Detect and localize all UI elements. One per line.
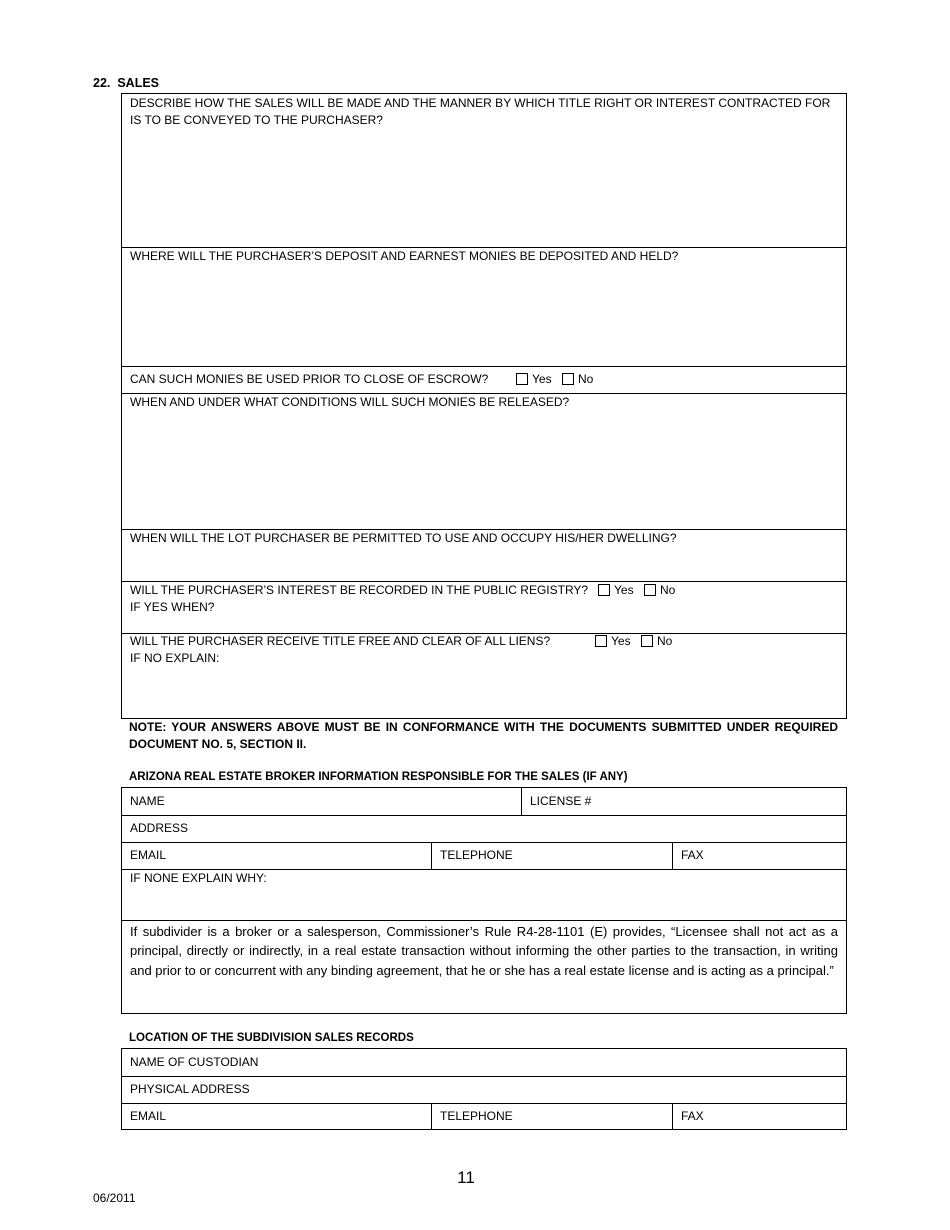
title-free-no-checkbox[interactable] bbox=[641, 635, 653, 647]
interest-recorded-sub-label: IF YES WHEN? bbox=[130, 600, 215, 614]
physical-address-field[interactable] bbox=[122, 1081, 846, 1098]
custodian-name-label: NAME OF CUSTODIAN bbox=[130, 1055, 259, 1069]
records-table bbox=[121, 1048, 847, 1130]
prior-escrow-row bbox=[122, 371, 846, 391]
broker-telephone-field[interactable] bbox=[432, 847, 672, 864]
occupy-dwelling-label: WHEN WILL THE LOT PURCHASER BE PERMITTED TO USE AND OCCUPY HIS/HER DWELLING? bbox=[130, 531, 677, 545]
deposit-held-field[interactable] bbox=[122, 248, 846, 366]
title-free-field[interactable] bbox=[122, 633, 846, 717]
conformance-note: NOTE: YOUR ANSWERS ABOVE MUST BE IN CONFORMANCE WITH THE DOCUMENTS SUBMITTED UNDER REQUIRED DOCUMENT NO. 5, SECTION II. bbox=[129, 720, 838, 751]
monies-released-field[interactable] bbox=[122, 394, 846, 529]
broker-license-label: LICENSE # bbox=[530, 794, 592, 808]
records-telephone-label: TELEPHONE bbox=[440, 1109, 513, 1123]
records-telephone-field[interactable] bbox=[432, 1108, 672, 1125]
interest-recorded-no-checkbox[interactable] bbox=[644, 584, 656, 596]
section-number: 22. bbox=[93, 76, 111, 90]
prior-escrow-yes-checkbox[interactable] bbox=[516, 373, 528, 385]
title-free-yes-label: Yes bbox=[611, 634, 631, 648]
records-fax-label: FAX bbox=[681, 1109, 704, 1123]
interest-recorded-label: WILL THE PURCHASER’S INTEREST BE RECORDED IN THE PUBLIC REGISTRY? bbox=[130, 583, 589, 597]
section-name: SALES bbox=[117, 76, 160, 90]
records-email-label: EMAIL bbox=[130, 1109, 167, 1123]
interest-recorded-no-label: No bbox=[660, 583, 676, 597]
section-title bbox=[93, 76, 159, 90]
prior-escrow-no-checkbox[interactable] bbox=[562, 373, 574, 385]
monies-released-label: WHEN AND UNDER WHAT CONDITIONS WILL SUCH MONIES BE RELEASED? bbox=[130, 395, 570, 409]
title-free-yes-checkbox[interactable] bbox=[595, 635, 607, 647]
interest-recorded-yes-checkbox[interactable] bbox=[598, 584, 610, 596]
records-email-field[interactable] bbox=[122, 1108, 431, 1125]
title-free-no-option[interactable] bbox=[641, 633, 672, 650]
records-fax-field[interactable] bbox=[673, 1108, 846, 1125]
deposit-held-label: WHERE WILL THE PURCHASER’S DEPOSIT AND EARNEST MONIES BE DEPOSITED AND HELD? bbox=[130, 249, 679, 263]
broker-email-field[interactable] bbox=[122, 847, 431, 864]
broker-name-label: NAME bbox=[130, 794, 165, 808]
title-free-yes-option[interactable] bbox=[595, 633, 631, 650]
revision-date: 06/2011 bbox=[93, 1191, 136, 1205]
broker-address-field[interactable] bbox=[122, 820, 846, 837]
broker-table bbox=[121, 787, 847, 1014]
broker-license-field[interactable] bbox=[522, 793, 846, 810]
title-free-sub-label: IF NO EXPLAIN: bbox=[130, 651, 220, 665]
custodian-name-field[interactable] bbox=[122, 1054, 846, 1071]
interest-recorded-no-option[interactable] bbox=[644, 582, 675, 599]
occupy-dwelling-field[interactable] bbox=[122, 530, 846, 581]
commissioner-rule-text: If subdivider is a broker or a salesperson, Commissioner’s Rule R4-28-1101 (E) provides, “Licensee shall not act as a principal, directly or indirectly, in a real estate transaction without informing the other parties to the transaction, in writing and prior to or concurrent with any binding agreement, that he or she has a real estate license and is acting as a principal.” bbox=[130, 924, 838, 978]
broker-name-field[interactable] bbox=[122, 793, 521, 810]
broker-fax-label: FAX bbox=[681, 848, 704, 862]
prior-escrow-no-option[interactable] bbox=[562, 371, 593, 388]
records-heading: LOCATION OF THE SUBDIVISION SALES RECORDS bbox=[129, 1032, 414, 1044]
page-number: 11 bbox=[457, 1168, 475, 1187]
prior-escrow-yes-label: Yes bbox=[532, 372, 552, 386]
broker-email-label: EMAIL bbox=[130, 848, 167, 862]
prior-escrow-yes-option[interactable] bbox=[516, 371, 552, 388]
physical-address-label: PHYSICAL ADDRESS bbox=[130, 1082, 250, 1096]
prior-escrow-label: CAN SUCH MONIES BE USED PRIOR TO CLOSE OF ESCROW? bbox=[130, 372, 489, 386]
title-free-no-label: No bbox=[657, 634, 673, 648]
broker-address-label: ADDRESS bbox=[130, 821, 189, 835]
interest-recorded-field[interactable] bbox=[122, 582, 846, 633]
title-free-label: WILL THE PURCHASER RECEIVE TITLE FREE AND CLEAR OF ALL LIENS? bbox=[130, 634, 551, 648]
broker-telephone-label: TELEPHONE bbox=[440, 848, 513, 862]
broker-none-explain-label: IF NONE EXPLAIN WHY: bbox=[130, 871, 267, 885]
sales-questions-box bbox=[121, 93, 847, 719]
broker-none-explain-field[interactable] bbox=[122, 870, 846, 920]
interest-recorded-yes-option[interactable] bbox=[598, 582, 634, 599]
prior-escrow-no-label: No bbox=[578, 372, 594, 386]
broker-fax-field[interactable] bbox=[673, 847, 846, 864]
interest-recorded-yes-label: Yes bbox=[614, 583, 634, 597]
describe-sales-field[interactable] bbox=[122, 95, 846, 247]
describe-sales-label: DESCRIBE HOW THE SALES WILL BE MADE AND THE MANNER BY WHICH TITLE RIGHT OR INTEREST CONTRACTED FOR IS TO BE CONVEYED TO THE PURCHASER? bbox=[130, 96, 831, 127]
broker-heading: ARIZONA REAL ESTATE BROKER INFORMATION RESPONSIBLE FOR THE SALES (IF ANY) bbox=[129, 771, 628, 783]
